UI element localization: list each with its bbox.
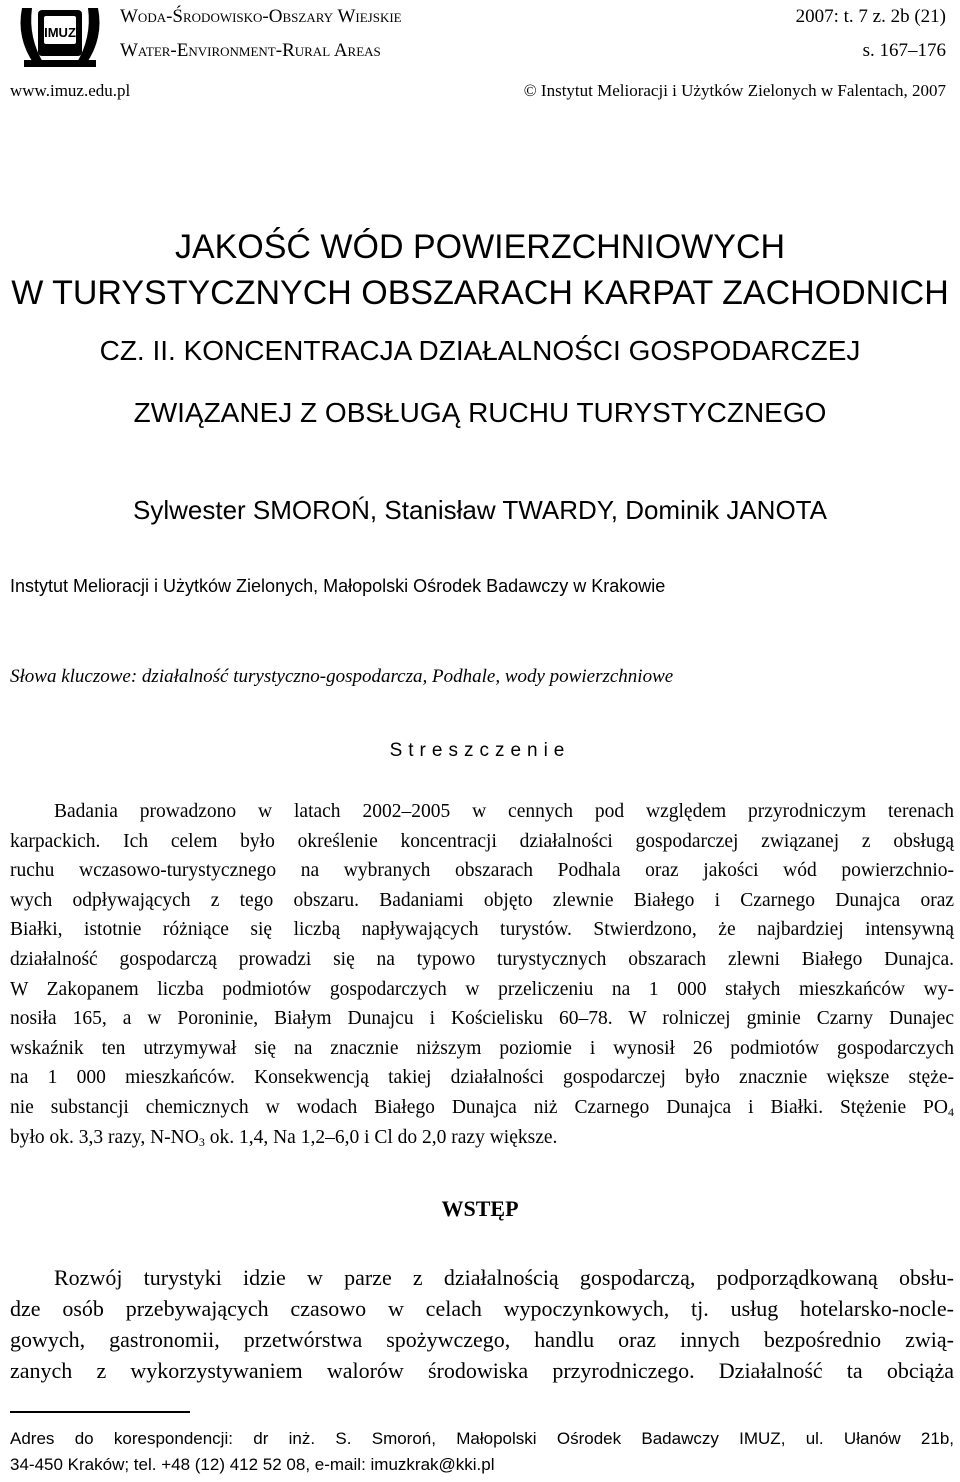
affiliation: Instytut Melioracji i Użytków Zielonych, Małopolski Ośrodek Badawczy w Krakowie xyxy=(10,576,666,596)
abstract-line-text: było ok. 3,3 razy, N-NO xyxy=(10,1126,199,1148)
abstract-line xyxy=(10,1123,954,1153)
journal-url[interactable]: www.imuz.edu.pl xyxy=(10,81,131,100)
abstract-line: nosiła 165, a w Poroninie, Białym Dunajcu i Kościelisku 60–78. W rolniczej gminie Czarny Dunajec xyxy=(10,1008,954,1030)
section-heading-intro: WSTĘP xyxy=(441,1196,519,1221)
abstract-line xyxy=(10,1093,954,1123)
footnote-rule xyxy=(10,1411,190,1413)
intro-line: dze osób przebywających czasowo w celach wypoczynkowych, tj. usług hotelarsko-nocle- xyxy=(10,1296,954,1321)
footnote-line: Adres do korespondencji: dr inż. S. Smoroń, Małopolski Ośrodek Badawczy IMUZ, ul. Ułanów 21b, xyxy=(10,1429,954,1448)
title-line-3: CZ. II. KONCENTRACJA DZIAŁALNOŚCI GOSPODARCZEJ xyxy=(99,335,861,366)
intro-line: zanych z wykorzystywaniem walorów środowiska przyrodniczego. Działalność ta obciąża xyxy=(10,1358,954,1383)
journal-issue: 2007: t. 7 z. 2b (21) xyxy=(795,6,946,27)
journal-title-en: Water-Environment-Rural Areas xyxy=(120,40,381,61)
intro-line: Rozwój turystyki idzie w parze z działalnością gospodarczą, podporządkowaną obsłu- xyxy=(54,1265,954,1290)
copyright-note: © Instytut Melioracji i Użytków Zielonych w Falentach, 2007 xyxy=(523,81,946,100)
abstract-line: Białki, istotnie różniące się liczbą napływających turystów. Stwierdzono, że najbardziej intensywną xyxy=(10,919,954,941)
title-line-2: W TURYSTYCZNYCH OBSZARACH KARPAT ZACHODNICH xyxy=(11,274,949,312)
abstract-line: wych odpływających z tego obszaru. Badaniami objęto zlewnie Białego i Czarnego Dunajca oraz xyxy=(10,889,954,911)
imuz-logo xyxy=(14,4,106,70)
abstract-line: ruchu wczasowo-turystycznego na wybranych obszarach Podhala oraz jakości wód powierzchnio- xyxy=(10,860,954,882)
subscript-4: 4 xyxy=(948,1104,954,1119)
paper-title xyxy=(0,224,960,440)
subscript-3: 3 xyxy=(198,1134,205,1149)
svg-text:IMUZ: IMUZ xyxy=(44,25,76,40)
title-line-1: JAKOŚĆ WÓD POWIERZCHNIOWYCH xyxy=(174,228,786,266)
abstract-line: na 1 000 mieszkańców. Konsekwencją takiej działalności gospodarczej było znacznie większe stęże- xyxy=(10,1067,954,1089)
footnote xyxy=(10,1426,954,1478)
title-line-4: ZWIĄZANEJ Z OBSŁUGĄ RUCHU TURYSTYCZNEGO xyxy=(133,397,827,428)
abstract-line: W Zakopanem liczba podmiotów gospodarczych w przeliczeniu na 1 000 stałych mieszkańców wy- xyxy=(10,978,954,1000)
abstract-line: Badania prowadzono w latach 2002–2005 w cennych pod względem przyrodniczym terenach xyxy=(54,801,954,822)
abstract-line: karpackich. Ich celem było określenie koncentracji działalności gospodarczej związanej z obsługą xyxy=(10,830,954,852)
abstract-heading: Streszczenie xyxy=(389,740,571,761)
abstract-body xyxy=(10,797,954,1152)
abstract-line-text: ok. 1,4, Na 1,2–6,0 i Cl do 2,0 razy większe. xyxy=(204,1126,558,1148)
keywords: Słowa kluczowe: działalność turystyczno-gospodarcza, Podhale, wody powierzchniowe xyxy=(10,666,674,687)
intro-body xyxy=(10,1262,954,1386)
intro-line: gowych, gastronomii, przetwórstwa spożywczego, handlu oraz innych bezpośrednio zwią- xyxy=(10,1327,954,1352)
journal-pages: s. 167–176 xyxy=(862,40,946,61)
journal-title-pl: Woda-Środowisko-Obszary Wiejskie xyxy=(120,6,402,27)
abstract-line-text: nie substancji chemicznych w wodach Białego Dunajca niż Czarnego Dunajca i Białki. Stężenie PO xyxy=(10,1096,948,1118)
footnote-line: 34-450 Kraków; tel. +48 (12) 412 52 08, e-mail: imuzkrak@kki.pl xyxy=(10,1455,495,1474)
authors: Sylwester SMOROŃ, Stanisław TWARDY, Dominik JANOTA xyxy=(133,495,827,525)
abstract-line: działalność gospodarczą prowadzi się na typowo turystycznych obszarach zlewni Białego Dunajca. xyxy=(10,948,954,970)
abstract-line: wskaźnik ten utrzymywał się na znacznie niższym poziomie i wynosił 26 podmiotów gospodarczych xyxy=(10,1037,954,1059)
